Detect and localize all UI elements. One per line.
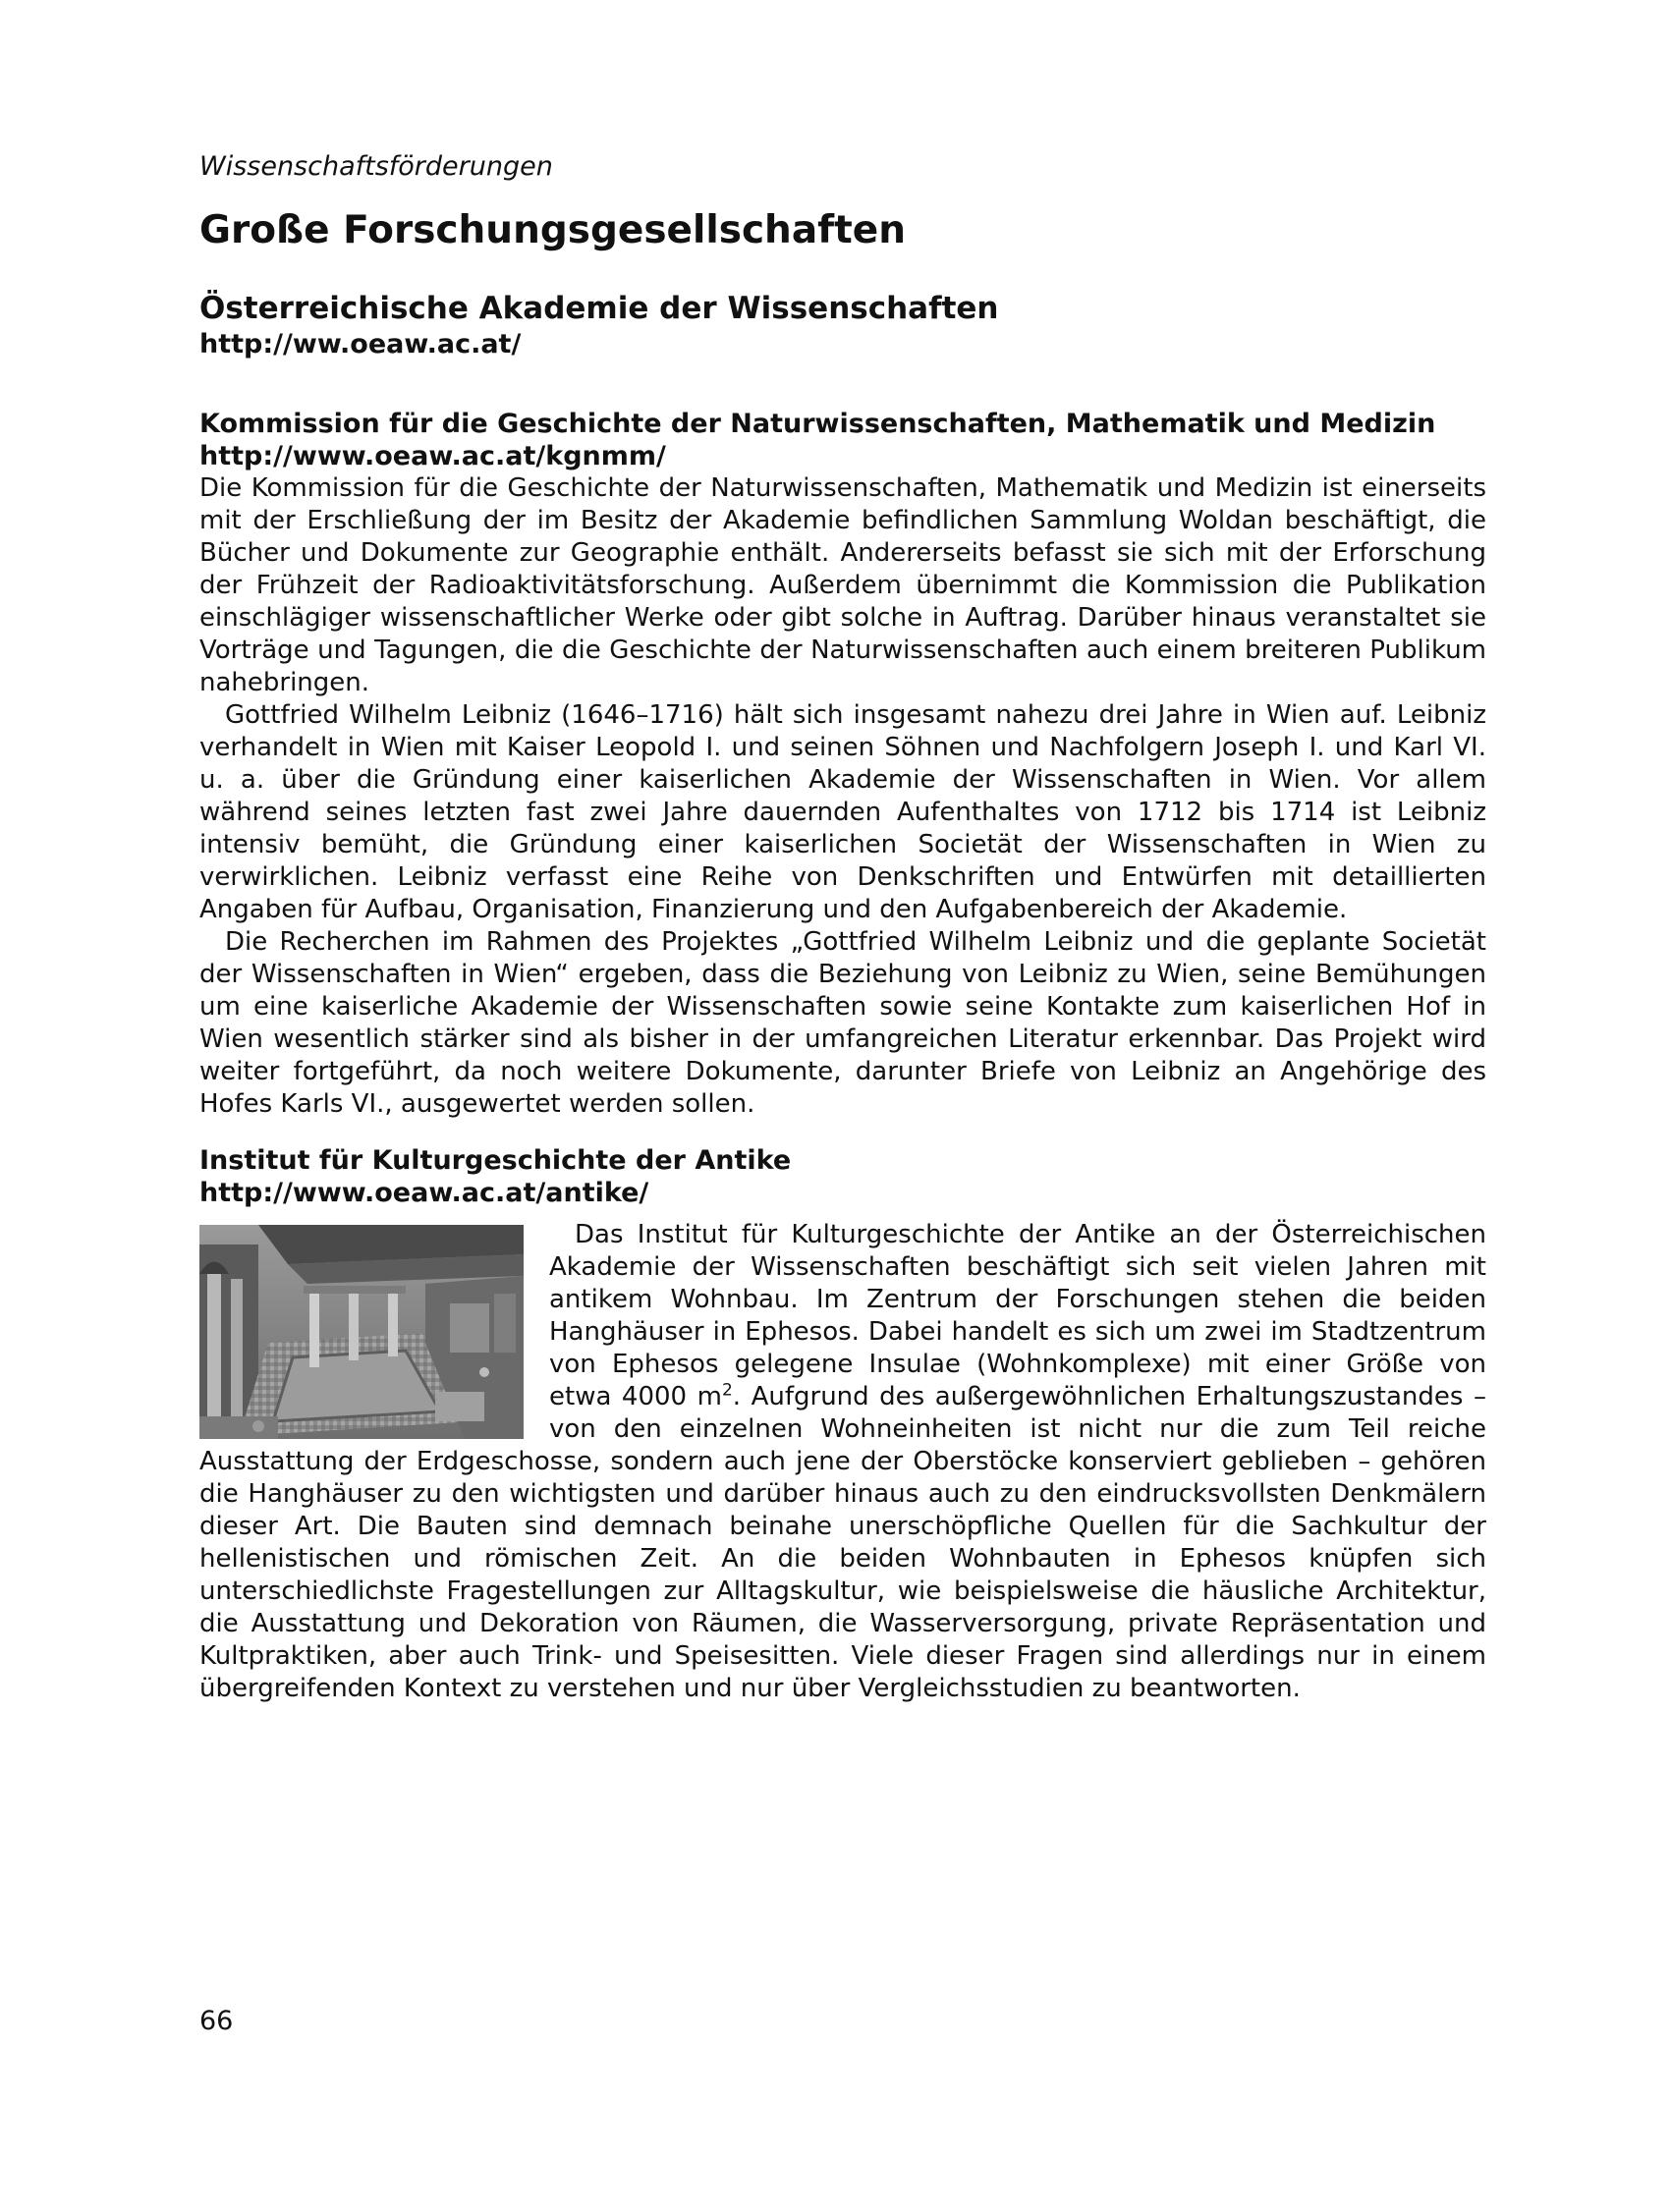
page-number: 66: [199, 2006, 234, 2036]
area-unit-exponent: 2: [721, 1380, 733, 1401]
organization-url[interactable]: http://ww.oeaw.ac.at/: [199, 329, 522, 359]
institute-text-part-2: . Aufgrund des außergewöhnlichen Erhaltungszustandes – von den einzelnen Wohneinheiten ist nicht nur die zum Teil reiche Ausstattung der Erdgeschosse, sondern auch jene der Oberstöcke konserviert geblieben – gehören die Hanghäuser zu den wichtigsten und darüber hinaus auch zu den eindrucksvollsten Denkmälern dieser Art. Die Bauten sind demnach beinahe unerschöpfliche Quellen für die Sachkultur der hellenistischen und römischen Zeit. An die beiden Wohnbauten in Ephesos knüpfen sich unterschiedlichste Fragestellungen zur Alltagskultur, wie beispielsweise die häusliche Architektur, die Ausstattung und Dekoration von Räumen, die Wasserversorgung, private Repräsentation und Kultpraktiken, aber auch Trink- und Speisesitten. Viele dieser Fragen sind allerdings nur in einem übergreifenden Kontext zu verstehen und nur über Vergleichsstudien zu beantworten.: [199, 1382, 1486, 1703]
commission-url[interactable]: http://www.oeaw.ac.at/kgnmm/: [199, 441, 666, 471]
institute-title: Institut für Kulturgeschichte der Antike: [199, 1145, 792, 1176]
commission-body: [199, 472, 1486, 1121]
commission-title: Kommission für die Geschichte der Naturwissenschaften, Mathematik und Medizin: [199, 409, 1436, 439]
commission-paragraph: Gottfried Wilhelm Leibniz (1646–1716) hält sich insgesamt nahezu drei Jahre in Wien auf. Leibniz verhandelt in Wien mit Kaiser Leopold I. und seinen Söhnen und Nachfolgern Joseph I. und Karl VI. u. a. über die Gründung einer kaiserlichen Akademie der Wissenschaften in Wien. Vor allem während seines letzten fast zwei Jahre dauernden Aufenthaltes von 1712 bis 1714 ist Leibniz intensiv bemüht, die Gründung einer kaiserlichen Societät der Wissenschaften in Wien zu verwirklichen. Leibniz verfasst eine Reihe von Denkschriften und Entwürfen mit detaillierten Angaben für Aufbau, Organisation, Finanzierung und den Aufgabenbereich der Akademie.: [199, 700, 1486, 924]
institute-body: [199, 1219, 1486, 1705]
commission-paragraph: Die Kommission für die Geschichte der Naturwissenschaften, Mathematik und Medizin ist einerseits mit der Erschließung der im Besitz der Akademie befindlichen Sammlung Woldan beschäftigt, die Bücher und Dokumente zur Geographie enthält. Andererseits befasst sie sich mit der Erforschung der Frühzeit der Radioaktivitätsforschung. Außerdem übernimmt die Kommission die Publikation einschlägiger wissenschaftlicher Werke oder gibt solche in Auftrag. Darüber hinaus veranstaltet sie Vorträge und Tagungen, die die Geschichte der Naturwissenschaften auch einem breiteren Publikum nahebringen.: [199, 473, 1486, 697]
page-content: [199, 147, 1486, 1705]
running-head: Wissenschaftsförderungen: [199, 151, 553, 182]
institute-text-part-1: Das Institut für Kulturgeschichte der Antike an der Österreichischen Akademie der Wissenschaften beschäftigt sich seit vielen Jahren mit antikem Wohnbau. Im Zentrum der Forschungen stehen die beiden Hanghäuser in Ephesos. Dabei handelt es sich um zwei im Stadtzentrum von Ephesos gelegene Insulae (Wohnkomplexe) mit einer Größe von etwa 4000 m: [549, 1220, 1486, 1411]
commission-paragraph: Die Recherchen im Rahmen des Projektes „Gottfried Wilhelm Leibniz und die geplante Societät der Wissenschaften in Wien“ ergeben, dass die Beziehung von Leibniz zu Wien, seine Bemühungen um eine kaiserliche Akademie der Wissenschaften sowie seine Kontakte zum kaiserlichen Hof in Wien wesentlich stärker sind als bisher in der umfangreichen Literatur erkennbar. Das Projekt wird weiter fortgeführt, da noch weitere Dokumente, darunter Briefe von Leibniz an Angehörige des Hofes Karls VI., ausgewertet werden sollen.: [199, 927, 1486, 1119]
section-spacer: [199, 360, 1486, 408]
page-title: Große Forschungsgesellschaften: [199, 208, 906, 252]
ephesos-photo: [199, 1225, 524, 1439]
section-spacer: [199, 1121, 1486, 1144]
institute-url[interactable]: http://www.oeaw.ac.at/antike/: [199, 1178, 649, 1208]
organization-name: Österreichische Akademie der Wissenschaften: [199, 291, 999, 326]
